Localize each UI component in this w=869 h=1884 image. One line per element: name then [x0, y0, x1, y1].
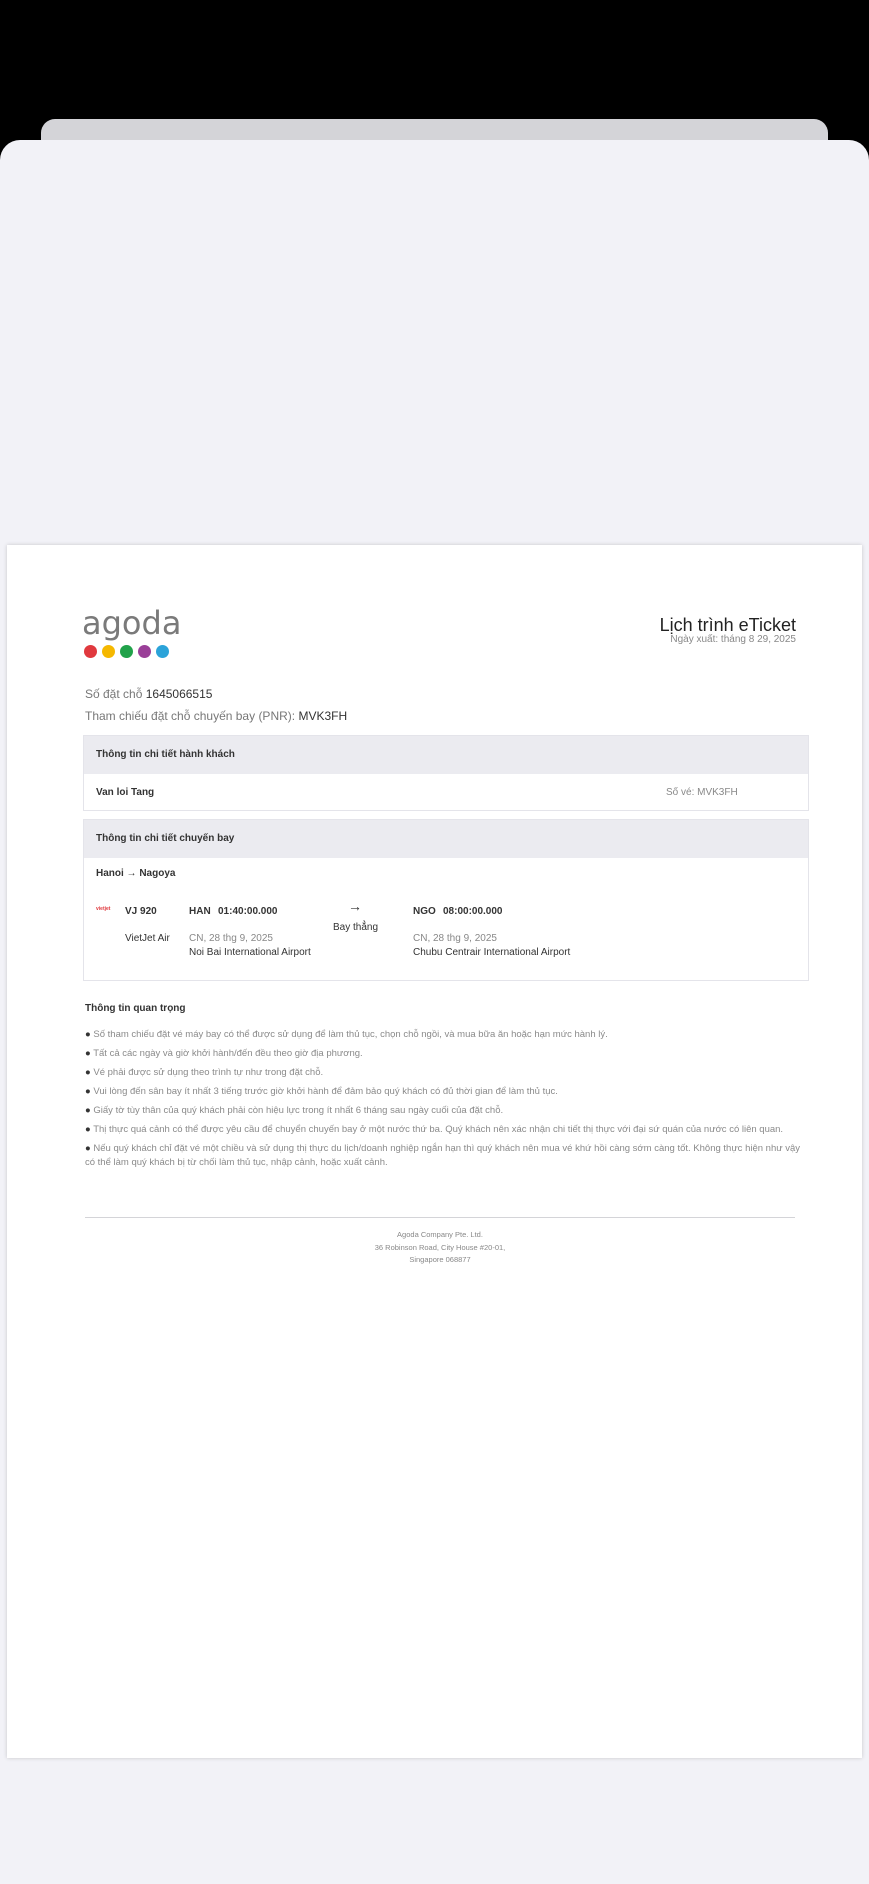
arrival-airport-code: NGO	[413, 906, 436, 917]
flight-number: VJ 920	[125, 906, 157, 917]
info-item: ● Thị thực quá cảnh có thể được yêu cầu để chuyển chuyến bay ở một nước thứ ba. Quý khách nên xác nhận chi tiết thị thực với đại sứ quán của nước có liên quan.	[85, 1124, 784, 1135]
important-info	[85, 1003, 801, 1175]
info-item: ● Số tham chiếu đặt vé máy bay có thể được sử dụng để làm thủ tục, chọn chỗ ngồi, và mua bữa ăn hoặc hạn mức hành lý.	[85, 1029, 608, 1040]
logo-dots	[84, 645, 181, 658]
arrival-airport: Chubu Centrair International Airport	[413, 947, 571, 958]
passenger-name: Van loi Tang	[96, 787, 155, 798]
flight-route: Hanoi → Nagoya	[96, 868, 176, 879]
logo-dot	[138, 645, 151, 658]
passenger-section	[83, 735, 809, 811]
info-item: ● Vé phải được sử dụng theo trình tự như trong đặt chỗ.	[85, 1067, 324, 1078]
booking-number-label: Số đặt chỗ	[85, 687, 143, 701]
logo-wordmark: agoda	[82, 604, 182, 642]
passenger-row	[84, 774, 808, 810]
document-header	[660, 615, 796, 645]
info-item: ● Tất cả các ngày và giờ khởi hành/đến đều theo giờ địa phương.	[85, 1048, 363, 1059]
flight-details	[84, 858, 808, 980]
arrow-right-icon: →	[348, 898, 362, 914]
flight-section-header: Thông tin chi tiết chuyến bay	[84, 820, 808, 858]
important-info-header: Thông tin quan trọng	[85, 1003, 186, 1014]
info-item: ● Vui lòng đến sân bay ít nhất 3 tiếng trước giờ khởi hành để đảm bảo quý khách có đủ thời gian để làm thủ tục.	[85, 1086, 558, 1097]
company-address-line2: Singapore 068877	[409, 1255, 471, 1264]
departure-date: CN, 28 thg 9, 2025	[189, 933, 273, 944]
company-name: Agoda Company Pte. Ltd.	[397, 1230, 483, 1239]
issue-date: Ngày xuất: tháng 8 29, 2025	[670, 634, 796, 645]
eticket-page	[7, 545, 862, 1758]
company-address-line1: 36 Robinson Road, City House #20-01,	[374, 1242, 506, 1252]
footer	[85, 1229, 795, 1267]
departure-airport: Noi Bai International Airport	[189, 947, 311, 958]
logo-dot	[120, 645, 133, 658]
flight-section	[83, 819, 809, 981]
stop-type: Bay thẳng	[333, 922, 379, 933]
departure-airport-code: HAN	[189, 906, 211, 917]
info-item: ● Nếu quý khách chỉ đặt vé một chiều và sử dụng thị thực du lịch/doanh nghiệp ngắn hạn thì quý khách nên mua vé khứ hồi càng sớm càng tốt. Không thực hiện như vậy có thể làm quý khách bị từ chối làm thủ tục, nhập cảnh, hoặc xuất cảnh.	[85, 1143, 801, 1168]
pnr-value: MVK3FH	[298, 709, 348, 723]
page-title: Lịch trình eTicket	[659, 615, 796, 635]
logo-dot	[84, 645, 97, 658]
passenger-section-header: Thông tin chi tiết hành khách	[84, 736, 808, 774]
preview-sheet	[0, 140, 869, 1884]
footer-divider	[85, 1217, 795, 1218]
ticket-number: Số vé: MVK3FH	[666, 787, 738, 798]
arrival-date: CN, 28 thg 9, 2025	[413, 933, 497, 944]
pnr-label: Tham chiếu đặt chỗ chuyến bay (PNR):	[85, 709, 296, 723]
booking-number: 1645066515	[145, 687, 213, 701]
airline-name: VietJet Air	[125, 933, 170, 944]
agoda-logo	[82, 604, 182, 658]
booking-number-line	[85, 687, 212, 701]
logo-dot	[156, 645, 169, 658]
info-item: ● Giấy tờ tùy thân của quý khách phải còn hiệu lực trong ít nhất 6 tháng sau ngày cuối của đặt chỗ.	[85, 1105, 504, 1116]
pnr-line	[85, 709, 347, 723]
logo-dot	[102, 645, 115, 658]
departure-time: 01:40:00.000	[218, 906, 278, 917]
arrival-time: 08:00:00.000	[443, 906, 503, 917]
vietjet-logo: vietjet	[96, 906, 111, 912]
